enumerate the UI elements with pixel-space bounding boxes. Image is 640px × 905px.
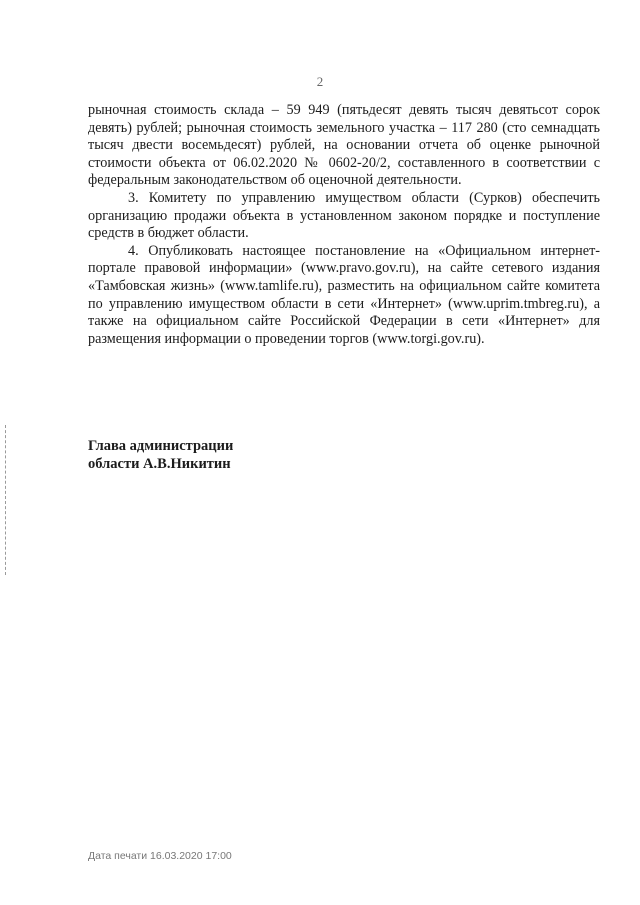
- signature-name: области А.В.Никитин: [88, 456, 231, 472]
- paragraph-item-4: 4. Опубликовать настоящее постановление на «Официальном интернет-портале правовой информации» (www.pravo.gov.ru), на сайте сетевого издания «Тамбовская жизнь» (www.tamlife.ru), разместить на официальном сайте комитета по управлению имуществом области в сети «Интернет» (www.uprim.tmbreg.ru), а также на официальном сайте Российской Федерации в сети «Интернет» для размещения информации о проведении торгов (www.torgi.gov.ru).: [88, 242, 600, 347]
- print-date: Дата печати 16.03.2020 17:00: [88, 850, 232, 862]
- paragraph-item-3: 3. Комитету по управлению имуществом области (Сурков) обеспечить организацию продажи объекта в установленном законом порядке и поступление средств в бюджет области.: [88, 189, 600, 242]
- signature-block: [88, 437, 233, 473]
- document-body: [88, 102, 600, 348]
- signature-title: Глава администрации: [88, 438, 234, 454]
- scan-margin-mark: [5, 425, 7, 575]
- page-number: 2: [316, 74, 324, 89]
- paragraph-continuation: рыночная стоимость склада – 59 949 (пятьдесят девять тысяч девятьсот сорок девять) рублей; рыночная стоимость земельного участка – 117 280 (сто семнадцать тысяч двести восемьдесят) рублей, на основании отчета об оценке рыночной стоимости объекта от 06.02.2020 № 0602-20/2, составленного в соответствии с федеральным законодательством об оценочной деятельности.: [88, 102, 600, 189]
